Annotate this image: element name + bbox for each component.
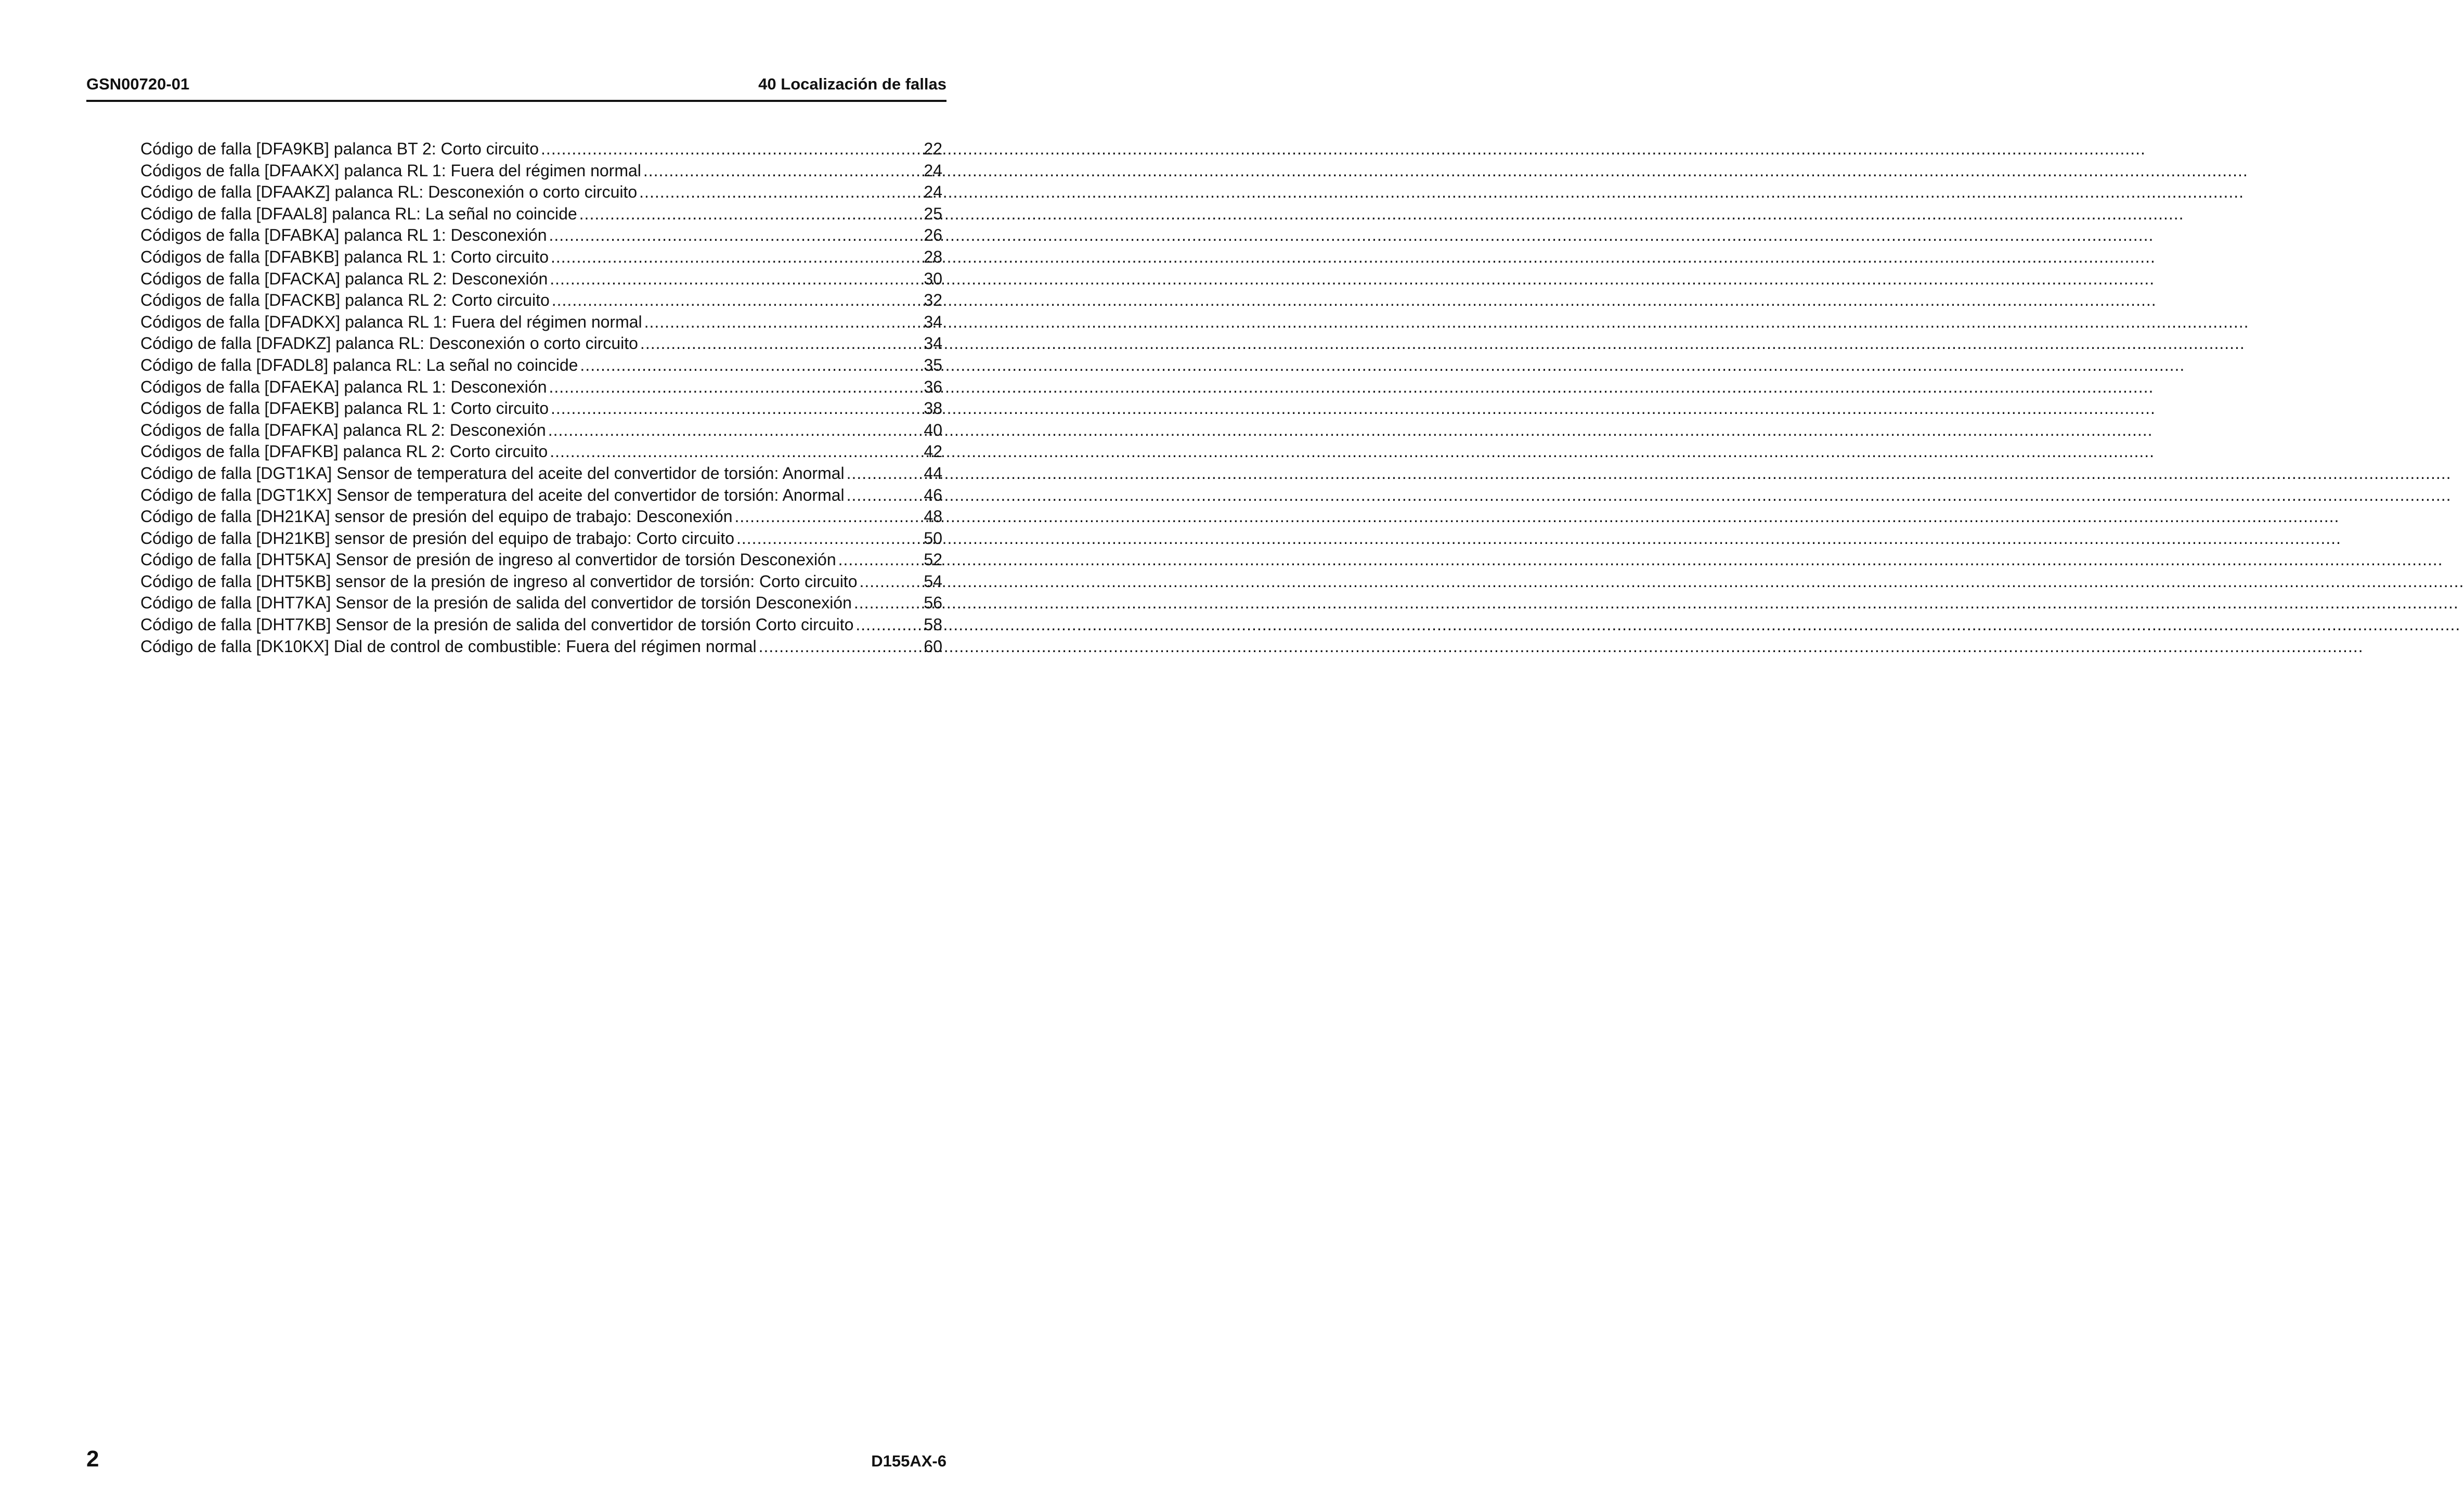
toc-entry-title: Códigos de falla [DFABKB] palanca RL 1: Corto circuito: [140, 247, 549, 266]
toc-entry[interactable]: [140, 181, 942, 203]
toc-dot-leader: [854, 592, 921, 614]
toc-entry-title: Código de falla [DHT5KB] sensor de la presión de ingreso al convertidor de torsión: Corto circuito: [140, 571, 858, 591]
toc-entry[interactable]: [140, 636, 942, 658]
table-of-contents: [140, 138, 942, 657]
toc-entry-title: Códigos de falla [DFAAKX] palanca RL 1: Fuera del régimen normal: [140, 161, 641, 180]
toc-dot-leader: [549, 225, 920, 246]
toc-entry[interactable]: [140, 355, 942, 376]
toc-dot-leader: [847, 485, 921, 506]
toc-dot-leader: [838, 549, 921, 571]
toc-dot-leader: [644, 311, 921, 333]
toc-entry-title: Códigos de falla [DFAFKA] palanca RL 2: Desconexión: [140, 420, 546, 439]
toc-entry[interactable]: [140, 138, 942, 160]
toc-entry[interactable]: [140, 376, 942, 398]
toc-entry-title: Código de falla [DGT1KX] Sensor de temperatura del aceite del convertidor de torsión: Anormal: [140, 485, 845, 504]
toc-entry-title: Código de falla [DFADL8] palanca RL: La señal no coincide: [140, 355, 578, 374]
toc-entry-page: 28: [924, 247, 942, 266]
toc-entry-title: Código de falla [DGT1KA] Sensor de temperatura del aceite del convertidor de torsión: Anormal: [140, 463, 845, 483]
toc-dot-leader: [859, 571, 920, 593]
toc-dot-leader: [855, 614, 920, 636]
document-code: GSN00720-01: [86, 75, 190, 93]
header-divider: [86, 100, 946, 102]
toc-entry-page: 26: [924, 226, 942, 245]
toc-entry[interactable]: [140, 225, 942, 246]
toc-entry-page: 46: [924, 485, 942, 504]
toc-entry-page: 54: [924, 571, 942, 591]
toc-entry-title: Códigos de falla [DFACKB] palanca RL 2: Corto circuito: [140, 291, 550, 310]
toc-entry-page: 38: [924, 399, 942, 418]
toc-entry-page: 44: [924, 463, 942, 483]
toc-dot-leader: [639, 181, 920, 203]
toc-dot-leader: [579, 203, 921, 225]
toc-entry-title: Códigos de falla [DFABKA] palanca RL 1: Desconexión: [140, 226, 547, 245]
toc-entry-title: Código de falla [DFADKZ] palanca RL: Desconexión o corto circuito: [140, 334, 638, 353]
toc-entry[interactable]: [140, 246, 942, 268]
toc-entry-title: Códigos de falla [DFAEKB] palanca RL 1: Corto circuito: [140, 399, 549, 418]
toc-dot-leader: [580, 355, 920, 376]
toc-entry[interactable]: [140, 268, 942, 290]
toc-entry-page: 25: [924, 204, 942, 223]
toc-entry[interactable]: [140, 549, 942, 571]
toc-entry[interactable]: [140, 311, 942, 333]
toc-entry-page: 48: [924, 507, 942, 526]
section-title: 40 Localización de fallas: [758, 75, 946, 93]
toc-entry-title: Código de falla [DHT7KB] Sensor de la presión de salida del convertidor de torsión Corto circuito: [140, 615, 854, 634]
toc-dot-leader: [549, 376, 920, 398]
toc-dot-leader: [551, 398, 920, 420]
toc-entry-page: 52: [924, 550, 942, 569]
toc-entry[interactable]: [140, 592, 942, 614]
model-code: D155AX-6: [871, 1452, 946, 1470]
toc-entry-page: 30: [924, 269, 942, 288]
toc-entry-title: Códigos de falla [DFACKA] palanca RL 2: Desconexión: [140, 269, 548, 288]
toc-entry[interactable]: [140, 398, 942, 420]
toc-dot-leader: [735, 506, 921, 528]
page-header: [86, 73, 946, 100]
toc-dot-leader: [551, 246, 920, 268]
toc-entry-title: Código de falla [DFA9KB] palanca BT 2: Corto circuito: [140, 139, 539, 158]
toc-entry-page: 50: [924, 528, 942, 548]
toc-entry-page: 58: [924, 615, 942, 634]
toc-entry-title: Códigos de falla [DFAFKB] palanca RL 2: Corto circuito: [140, 442, 548, 461]
toc-entry[interactable]: [140, 333, 942, 355]
toc-entry[interactable]: [140, 614, 942, 636]
page-number: 2: [86, 1446, 99, 1472]
toc-entry[interactable]: [140, 485, 942, 506]
toc-entry-title: Código de falla [DHT5KA] Sensor de presión de ingreso al convertidor de torsión Desconexión: [140, 550, 836, 569]
toc-entry[interactable]: [140, 441, 942, 463]
toc-entry-page: 24: [924, 161, 942, 180]
toc-dot-leader: [548, 420, 921, 441]
toc-entry-page: 56: [924, 593, 942, 613]
toc-entry[interactable]: [140, 463, 942, 485]
toc-entry-title: Código de falla [DFAAL8] palanca RL: La señal no coincide: [140, 204, 577, 223]
toc-entry[interactable]: [140, 506, 942, 528]
toc-entry-page: 36: [924, 377, 942, 396]
toc-entry-title: Código de falla [DFAAKZ] palanca RL: Desconexión o corto circuito: [140, 183, 638, 202]
toc-entry-page: 42: [924, 442, 942, 461]
toc-entry-page: 34: [924, 312, 942, 331]
toc-entry-page: 35: [924, 355, 942, 374]
toc-entry-page: 24: [924, 183, 942, 202]
toc-entry-title: Códigos de falla [DFADKX] palanca RL 1: Fuera del régimen normal: [140, 312, 642, 331]
toc-dot-leader: [640, 333, 920, 355]
toc-entry-title: Código de falla [DHT7KA] Sensor de la presión de salida del convertidor de torsión Desconexión: [140, 593, 852, 613]
toc-entry-title: Código de falla [DH21KA] sensor de presión del equipo de trabajo: Desconexión: [140, 507, 733, 526]
toc-entry[interactable]: [140, 290, 942, 311]
toc-dot-leader: [643, 160, 921, 182]
toc-entry-page: 34: [924, 334, 942, 353]
toc-entry-title: Códigos de falla [DFAEKA] palanca RL 1: Desconexión: [140, 377, 547, 396]
toc-entry[interactable]: [140, 160, 942, 182]
toc-entry-page: 22: [924, 139, 942, 158]
toc-dot-leader: [541, 138, 920, 160]
toc-entry-page: 32: [924, 291, 942, 310]
toc-dot-leader: [550, 268, 920, 290]
toc-dot-leader: [552, 290, 921, 311]
toc-entry[interactable]: [140, 528, 942, 550]
toc-entry-page: 40: [924, 420, 942, 439]
toc-dot-leader: [550, 441, 920, 463]
toc-dot-leader: [847, 463, 921, 485]
toc-entry[interactable]: [140, 203, 942, 225]
toc-entry-title: Código de falla [DH21KB] sensor de presión del equipo de trabajo: Corto circuito: [140, 528, 734, 548]
toc-entry-page: 60: [924, 636, 942, 656]
toc-entry[interactable]: [140, 571, 942, 593]
toc-entry-title: Código de falla [DK10KX] Dial de control de combustible: Fuera del régimen normal: [140, 636, 757, 656]
toc-dot-leader: [736, 528, 920, 550]
toc-entry[interactable]: [140, 420, 942, 441]
toc-dot-leader: [759, 636, 921, 658]
